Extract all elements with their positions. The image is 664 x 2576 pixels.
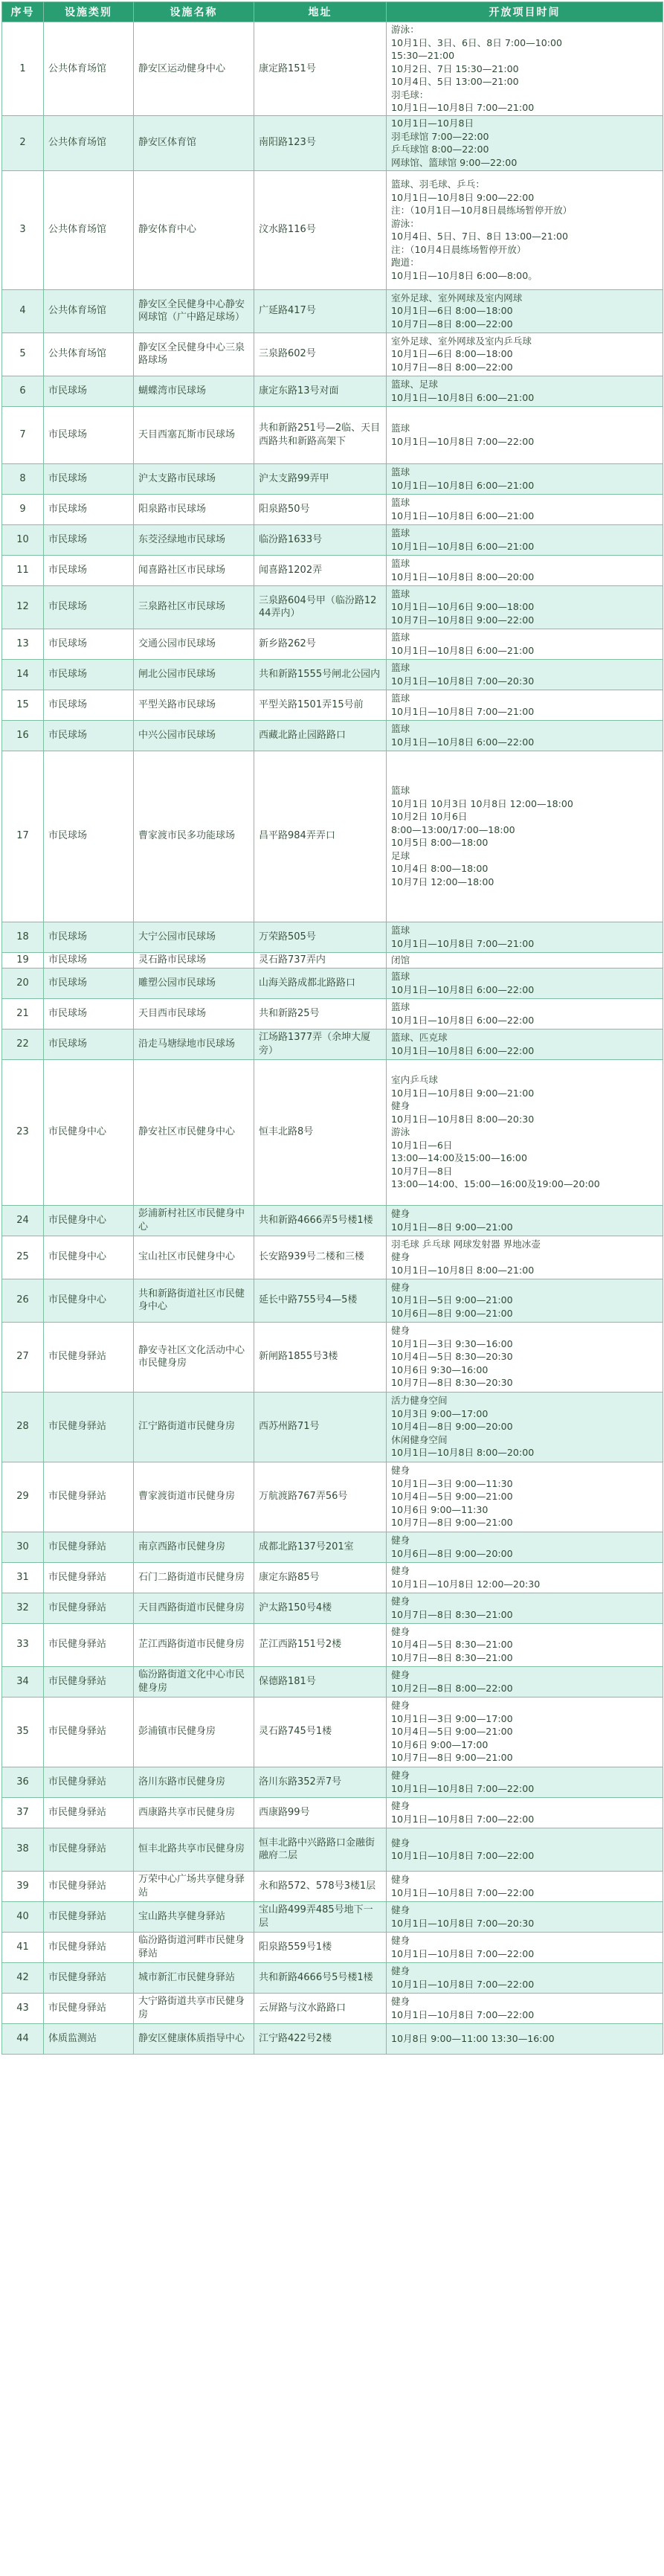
cell-no: 15 bbox=[2, 690, 44, 720]
cell-hours: 10月8日 9:00—11:00 13:30—16:00 bbox=[387, 2023, 663, 2054]
cell-no: 27 bbox=[2, 1322, 44, 1392]
cell-name: 彭浦镇市民健身房 bbox=[134, 1697, 254, 1767]
table-row bbox=[2, 115, 663, 170]
cell-name: 静安区体育馆 bbox=[134, 115, 254, 170]
cell-type: 市民球场 bbox=[44, 751, 134, 922]
cell-address: 宝山路499弄485号地下一层 bbox=[254, 1901, 387, 1932]
cell-address: 恒丰北路中兴路路口金融街融府二层 bbox=[254, 1828, 387, 1871]
cell-address: 共和新路25号 bbox=[254, 998, 387, 1029]
cell-no: 32 bbox=[2, 1593, 44, 1623]
table-row bbox=[2, 690, 663, 720]
cell-type: 市民健身驿站 bbox=[44, 1871, 134, 1901]
cell-no: 40 bbox=[2, 1901, 44, 1932]
table-row bbox=[2, 406, 663, 463]
cell-hours: 篮球、足球 10月1日—10月8日 6:00—21:00 bbox=[387, 376, 663, 406]
cell-hours: 篮球 10月1日—10月8日 7:00—21:00 bbox=[387, 922, 663, 952]
cell-address: 江场路1377弄（余坤大厦旁） bbox=[254, 1029, 387, 1059]
cell-type: 市民球场 bbox=[44, 922, 134, 952]
cell-no: 37 bbox=[2, 1797, 44, 1828]
cell-no: 17 bbox=[2, 751, 44, 922]
table-row bbox=[2, 1871, 663, 1901]
cell-hours: 羽毛球 乒乓球 网球发射器 界地冰壶 健身 10月1日—10月8日 8:00—21:00 bbox=[387, 1236, 663, 1279]
cell-type: 市民健身中心 bbox=[44, 1205, 134, 1236]
cell-no: 25 bbox=[2, 1236, 44, 1279]
cell-address: 南阳路123号 bbox=[254, 115, 387, 170]
table-row bbox=[2, 1029, 663, 1059]
cell-type: 市民健身驿站 bbox=[44, 1562, 134, 1593]
cell-hours: 活力健身空间 10月3日 9:00—17:00 10月4日—8日 9:00—20:00 休闲健身空间 10月1日—10月8日 8:00—20:00 bbox=[387, 1392, 663, 1462]
cell-hours: 篮球 10月1日—10月8日 6:00—21:00 bbox=[387, 629, 663, 659]
cell-address: 三泉路604号甲（临汾路1244弄内） bbox=[254, 585, 387, 629]
table-row bbox=[2, 1593, 663, 1623]
cell-type: 市民健身驿站 bbox=[44, 1962, 134, 1993]
cell-hours: 健身 10月1日—3日 9:30—16:00 10月4日—5日 8:30—20:30 10月6日 9:30—16:00 10月7日—8日 8:30—20:30 bbox=[387, 1322, 663, 1392]
cell-hours: 篮球 10月1日—10月8日 6:00—21:00 bbox=[387, 494, 663, 524]
cell-type: 公共体育场馆 bbox=[44, 289, 134, 333]
table-row bbox=[2, 585, 663, 629]
cell-no: 30 bbox=[2, 1532, 44, 1562]
table-row bbox=[2, 1932, 663, 1962]
cell-no: 9 bbox=[2, 494, 44, 524]
table-row bbox=[2, 463, 663, 494]
cell-no: 22 bbox=[2, 1029, 44, 1059]
cell-name: 静安区运动健身中心 bbox=[134, 22, 254, 116]
cell-address: 万荣路505号 bbox=[254, 922, 387, 952]
cell-name: 静安寺社区文化活动中心市民健身房 bbox=[134, 1322, 254, 1392]
cell-address: 新闸路1855号3楼 bbox=[254, 1322, 387, 1392]
cell-hours: 篮球、羽毛球、乒乓： 10月1日—10月8日 9:00—22:00 注：（10月1日—10月8日晨练场暂停开放） 游泳： 10月4日、5日、7日、8日 13:00—21:00 注：（10月4日晨练场暂停开放） 跑道： 10月1日—10月8日 6:00—8:00。 bbox=[387, 170, 663, 289]
cell-type: 市民健身驿站 bbox=[44, 1392, 134, 1462]
cell-type: 市民球场 bbox=[44, 555, 134, 585]
cell-hours: 健身 10月1日—10月8日 7:00—22:00 bbox=[387, 1828, 663, 1871]
cell-type: 市民球场 bbox=[44, 968, 134, 998]
cell-address: 共和新路251号—2临、天目西路共和新路高架下 bbox=[254, 406, 387, 463]
cell-type: 市民健身驿站 bbox=[44, 1697, 134, 1767]
cell-hours: 健身 10月7日—8日 8:30—21:00 bbox=[387, 1593, 663, 1623]
table-row bbox=[2, 1279, 663, 1322]
cell-name: 天目西路街道市民健身房 bbox=[134, 1593, 254, 1623]
cell-no: 7 bbox=[2, 406, 44, 463]
cell-no: 13 bbox=[2, 629, 44, 659]
table-row bbox=[2, 1322, 663, 1392]
cell-name: 沪太支路市民球场 bbox=[134, 463, 254, 494]
cell-hours: 篮球、匹克球 10月1日—10月8日 6:00—22:00 bbox=[387, 1029, 663, 1059]
cell-no: 21 bbox=[2, 998, 44, 1029]
cell-hours: 健身 10月1日—10月8日 7:00—22:00 bbox=[387, 1797, 663, 1828]
cell-address: 康定东路13号对面 bbox=[254, 376, 387, 406]
table-row bbox=[2, 968, 663, 998]
cell-type: 市民健身驿站 bbox=[44, 1666, 134, 1697]
table-row bbox=[2, 289, 663, 333]
table-row bbox=[2, 998, 663, 1029]
cell-hours: 室外足球、室外网球及室内乒乓球 10月1日—6日 8:00—18:00 10月7日—8日 8:00—22:00 bbox=[387, 333, 663, 376]
cell-hours: 室内乒乓球 10月1日—10月8日 9:00—21:00 健身 10月1日—10月8日 8:00—20:30 游泳 10月1日—6日 13:00—14:00及15:00—16:00 10月7日—8日 13:00—14:00、15:00—16:00及19:00—20:00 bbox=[387, 1059, 663, 1205]
cell-address: 平型关路1501弄15号前 bbox=[254, 690, 387, 720]
cell-type: 市民球场 bbox=[44, 720, 134, 751]
cell-name: 闸北公园市民球场 bbox=[134, 659, 254, 690]
cell-no: 11 bbox=[2, 555, 44, 585]
cell-name: 洛川东路市民健身房 bbox=[134, 1767, 254, 1797]
cell-name: 恒丰北路共享市民健身房 bbox=[134, 1828, 254, 1871]
cell-no: 44 bbox=[2, 2023, 44, 2054]
table-row bbox=[2, 1697, 663, 1767]
cell-address: 共和新路4666弄5号楼1楼 bbox=[254, 1205, 387, 1236]
cell-type: 公共体育场馆 bbox=[44, 115, 134, 170]
cell-hours: 篮球 10月1日—10月8日 7:00—20:30 bbox=[387, 659, 663, 690]
cell-name: 共和新路街道社区市民健身中心 bbox=[134, 1279, 254, 1322]
cell-address: 长安路939号二楼和三楼 bbox=[254, 1236, 387, 1279]
cell-hours: 健身 10月1日—8日 9:00—21:00 bbox=[387, 1205, 663, 1236]
cell-name: 灵石路市民球场 bbox=[134, 952, 254, 968]
cell-address: 灵石路737弄内 bbox=[254, 952, 387, 968]
cell-address: 三泉路602号 bbox=[254, 333, 387, 376]
cell-no: 43 bbox=[2, 1993, 44, 2023]
cell-no: 26 bbox=[2, 1279, 44, 1322]
table-row bbox=[2, 1666, 663, 1697]
header-no: 序号 bbox=[2, 2, 44, 22]
table-row bbox=[2, 1797, 663, 1828]
table-row bbox=[2, 720, 663, 751]
cell-type: 市民健身驿站 bbox=[44, 1532, 134, 1562]
table-row bbox=[2, 629, 663, 659]
cell-address: 永和路572、578号3楼1层 bbox=[254, 1871, 387, 1901]
cell-address: 成都北路137号201室 bbox=[254, 1532, 387, 1562]
table-row bbox=[2, 751, 663, 922]
cell-hours: 室外足球、室外网球及室内网球 10月1日—6日 8:00—18:00 10月7日—8日 8:00—22:00 bbox=[387, 289, 663, 333]
cell-hours: 健身 10月1日—10月8日 7:00—22:00 bbox=[387, 1932, 663, 1962]
cell-no: 19 bbox=[2, 952, 44, 968]
cell-no: 1 bbox=[2, 22, 44, 116]
cell-hours: 篮球 10月1日—10月8日 7:00—21:00 bbox=[387, 690, 663, 720]
cell-no: 8 bbox=[2, 463, 44, 494]
table-row bbox=[2, 1623, 663, 1666]
cell-no: 5 bbox=[2, 333, 44, 376]
table-row bbox=[2, 170, 663, 289]
cell-no: 23 bbox=[2, 1059, 44, 1205]
cell-address: 临汾路1633号 bbox=[254, 524, 387, 555]
cell-type: 公共体育场馆 bbox=[44, 22, 134, 116]
cell-name: 城市新汇市民健身驿站 bbox=[134, 1962, 254, 1993]
cell-name: 闻喜路社区市民球场 bbox=[134, 555, 254, 585]
cell-no: 42 bbox=[2, 1962, 44, 1993]
cell-type: 市民健身驿站 bbox=[44, 1828, 134, 1871]
cell-type: 市民健身驿站 bbox=[44, 1993, 134, 2023]
cell-type: 市民球场 bbox=[44, 1029, 134, 1059]
cell-type: 市民健身驿站 bbox=[44, 1901, 134, 1932]
cell-name: 南京西路市民健身房 bbox=[134, 1532, 254, 1562]
cell-address: 沪太路150号4楼 bbox=[254, 1593, 387, 1623]
cell-address: 西康路99号 bbox=[254, 1797, 387, 1828]
table-row bbox=[2, 2023, 663, 2054]
table-row bbox=[2, 1532, 663, 1562]
cell-address: 芷江西路151号2楼 bbox=[254, 1623, 387, 1666]
table-row bbox=[2, 1392, 663, 1462]
cell-name: 雕塑公园市民球场 bbox=[134, 968, 254, 998]
cell-hours: 篮球 10月1日—10月8日 7:00—22:00 bbox=[387, 406, 663, 463]
cell-type: 市民球场 bbox=[44, 585, 134, 629]
cell-no: 34 bbox=[2, 1666, 44, 1697]
cell-no: 33 bbox=[2, 1623, 44, 1666]
table-row bbox=[2, 524, 663, 555]
cell-no: 6 bbox=[2, 376, 44, 406]
header-address: 地址 bbox=[254, 2, 387, 22]
table-row bbox=[2, 1828, 663, 1871]
table-row bbox=[2, 1767, 663, 1797]
cell-type: 市民健身中心 bbox=[44, 1279, 134, 1322]
cell-name: 彭浦新村社区市民健身中心 bbox=[134, 1205, 254, 1236]
cell-address: 汶水路116号 bbox=[254, 170, 387, 289]
cell-name: 蝴蝶湾市民球场 bbox=[134, 376, 254, 406]
cell-type: 市民健身驿站 bbox=[44, 1462, 134, 1532]
table-row bbox=[2, 952, 663, 968]
cell-name: 静安区全民健身中心静安网球馆（广中路足球场） bbox=[134, 289, 254, 333]
cell-type: 市民健身驿站 bbox=[44, 1623, 134, 1666]
table-row bbox=[2, 659, 663, 690]
cell-type: 市民健身驿站 bbox=[44, 1932, 134, 1962]
cell-type: 公共体育场馆 bbox=[44, 170, 134, 289]
cell-no: 29 bbox=[2, 1462, 44, 1532]
table-row bbox=[2, 555, 663, 585]
cell-hours: 健身 10月1日—5日 9:00—21:00 10月6日—8日 9:00—21:00 bbox=[387, 1279, 663, 1322]
cell-address: 云屏路与汶水路路口 bbox=[254, 1993, 387, 2023]
cell-address: 阳泉路50号 bbox=[254, 494, 387, 524]
cell-type: 市民球场 bbox=[44, 952, 134, 968]
cell-name: 江宁路街道市民健身房 bbox=[134, 1392, 254, 1462]
table-row bbox=[2, 1205, 663, 1236]
table-row bbox=[2, 1962, 663, 1993]
cell-type: 市民健身中心 bbox=[44, 1236, 134, 1279]
cell-hours: 健身 10月1日—10月8日 7:00—22:00 bbox=[387, 1962, 663, 1993]
cell-address: 康定路151号 bbox=[254, 22, 387, 116]
cell-name: 大宁公园市民球场 bbox=[134, 922, 254, 952]
cell-name: 东茭泾绿地市民球场 bbox=[134, 524, 254, 555]
cell-no: 36 bbox=[2, 1767, 44, 1797]
cell-address: 沪太支路99弄甲 bbox=[254, 463, 387, 494]
cell-address: 昌平路984弄弄口 bbox=[254, 751, 387, 922]
cell-type: 市民球场 bbox=[44, 376, 134, 406]
cell-hours: 健身 10月2日—8日 8:00—22:00 bbox=[387, 1666, 663, 1697]
cell-name: 静安区健康体质指导中心 bbox=[134, 2023, 254, 2054]
cell-address: 新乡路262号 bbox=[254, 629, 387, 659]
table-row bbox=[2, 22, 663, 116]
header-type: 设施类别 bbox=[44, 2, 134, 22]
cell-address: 闻喜路1202弄 bbox=[254, 555, 387, 585]
cell-hours: 健身 10月1日—10月8日 7:00—20:30 bbox=[387, 1901, 663, 1932]
facility-schedule-table bbox=[1, 1, 663, 2055]
table-row bbox=[2, 1901, 663, 1932]
cell-name: 静安体育中心 bbox=[134, 170, 254, 289]
cell-type: 市民球场 bbox=[44, 524, 134, 555]
table-row bbox=[2, 1059, 663, 1205]
cell-name: 阳泉路市民球场 bbox=[134, 494, 254, 524]
cell-address: 江宁路422号2楼 bbox=[254, 2023, 387, 2054]
cell-name: 静安社区市民健身中心 bbox=[134, 1059, 254, 1205]
cell-name: 宝山路共享健身驿站 bbox=[134, 1901, 254, 1932]
cell-address: 康定东路85号 bbox=[254, 1562, 387, 1593]
cell-no: 12 bbox=[2, 585, 44, 629]
cell-no: 41 bbox=[2, 1932, 44, 1962]
cell-hours: 健身 10月1日—3日 9:00—11:30 10月4日—5日 9:00—21:00 10月6日 9:00—11:30 10月7日—8日 9:00—21:00 bbox=[387, 1462, 663, 1532]
cell-type: 市民健身驿站 bbox=[44, 1767, 134, 1797]
cell-no: 38 bbox=[2, 1828, 44, 1871]
cell-type: 市民球场 bbox=[44, 690, 134, 720]
cell-name: 大宁路街道共享市民健身房 bbox=[134, 1993, 254, 2023]
cell-hours: 篮球 10月1日 10月3日 10月8日 12:00—18:00 10月2日 10月6日 8:00—13:00/17:00—18:00 10月5日 8:00—18:00 足球 10月4日 8:00—18:00 10月7日 12:00—18:00 bbox=[387, 751, 663, 922]
cell-hours: 篮球 10月1日—10月8日 6:00—22:00 bbox=[387, 998, 663, 1029]
cell-no: 2 bbox=[2, 115, 44, 170]
header-hours: 开放项目时间 bbox=[387, 2, 663, 22]
cell-hours: 健身 10月1日—10月8日 7:00—22:00 bbox=[387, 1993, 663, 2023]
table-row bbox=[2, 922, 663, 952]
cell-hours: 健身 10月1日—10月8日 7:00—22:00 bbox=[387, 1871, 663, 1901]
cell-type: 市民健身中心 bbox=[44, 1059, 134, 1205]
cell-name: 万荣中心广场共享健身驿站 bbox=[134, 1871, 254, 1901]
cell-hours: 篮球 10月1日—10月8日 6:00—22:00 bbox=[387, 720, 663, 751]
cell-hours: 篮球 10月1日—10月8日 8:00—20:00 bbox=[387, 555, 663, 585]
cell-address: 广延路417号 bbox=[254, 289, 387, 333]
cell-no: 35 bbox=[2, 1697, 44, 1767]
cell-no: 3 bbox=[2, 170, 44, 289]
cell-address: 保德路181号 bbox=[254, 1666, 387, 1697]
cell-name: 宝山社区市民健身中心 bbox=[134, 1236, 254, 1279]
cell-address: 阳泉路559号1楼 bbox=[254, 1932, 387, 1962]
cell-no: 10 bbox=[2, 524, 44, 555]
cell-type: 公共体育场馆 bbox=[44, 333, 134, 376]
cell-no: 20 bbox=[2, 968, 44, 998]
cell-no: 16 bbox=[2, 720, 44, 751]
cell-hours: 篮球 10月1日—10月8日 6:00—21:00 bbox=[387, 463, 663, 494]
cell-address: 山海关路成都北路路口 bbox=[254, 968, 387, 998]
cell-name: 静安区全民健身中心三泉路球场 bbox=[134, 333, 254, 376]
cell-name: 中兴公园市民球场 bbox=[134, 720, 254, 751]
cell-type: 体质监测站 bbox=[44, 2023, 134, 2054]
cell-name: 平型关路市民球场 bbox=[134, 690, 254, 720]
cell-type: 市民球场 bbox=[44, 494, 134, 524]
cell-hours: 健身 10月1日—10月8日 12:00—20:30 bbox=[387, 1562, 663, 1593]
cell-type: 市民球场 bbox=[44, 659, 134, 690]
cell-hours: 10月1日—10月8日 羽毛球馆 7:00—22:00 乒乓球馆 8:00—22:00 网球馆、篮球馆 9:00—22:00 bbox=[387, 115, 663, 170]
cell-hours: 游泳： 10月1日、3日、6日、8日 7:00—10:00 15:30—21:00 10月2日、7日 15:30—21:00 10月4日、5日 13:00—21:00 羽毛球： 10月1日—10月8日 7:00—21:00 bbox=[387, 22, 663, 116]
table-row bbox=[2, 1993, 663, 2023]
cell-address: 灵石路745号1楼 bbox=[254, 1697, 387, 1767]
table-row bbox=[2, 1562, 663, 1593]
cell-name: 曹家渡市民多功能球场 bbox=[134, 751, 254, 922]
cell-type: 市民球场 bbox=[44, 629, 134, 659]
cell-address: 西苏州路71号 bbox=[254, 1392, 387, 1462]
cell-address: 万航渡路767弄56号 bbox=[254, 1462, 387, 1532]
cell-name: 芷江西路街道市民健身房 bbox=[134, 1623, 254, 1666]
cell-type: 市民球场 bbox=[44, 998, 134, 1029]
cell-address: 洛川东路352弄7号 bbox=[254, 1767, 387, 1797]
cell-hours: 闭馆 bbox=[387, 952, 663, 968]
cell-name: 交通公园市民球场 bbox=[134, 629, 254, 659]
cell-no: 4 bbox=[2, 289, 44, 333]
table-row bbox=[2, 376, 663, 406]
table-header-row bbox=[2, 2, 663, 22]
cell-no: 39 bbox=[2, 1871, 44, 1901]
cell-address: 共和新路1555号闸北公园内 bbox=[254, 659, 387, 690]
cell-no: 31 bbox=[2, 1562, 44, 1593]
cell-no: 18 bbox=[2, 922, 44, 952]
cell-type: 市民健身驿站 bbox=[44, 1797, 134, 1828]
cell-name: 沿走马塘绿地市民球场 bbox=[134, 1029, 254, 1059]
cell-name: 临汾路街道河畔市民健身驿站 bbox=[134, 1932, 254, 1962]
cell-address: 恒丰北路8号 bbox=[254, 1059, 387, 1205]
cell-hours: 健身 10月6日—8日 9:00—20:00 bbox=[387, 1532, 663, 1562]
cell-no: 24 bbox=[2, 1205, 44, 1236]
cell-name: 天目西市民球场 bbox=[134, 998, 254, 1029]
cell-name: 三泉路社区市民球场 bbox=[134, 585, 254, 629]
cell-name: 曹家渡街道市民健身房 bbox=[134, 1462, 254, 1532]
cell-address: 西藏北路止园路路口 bbox=[254, 720, 387, 751]
cell-name: 西康路共享市民健身房 bbox=[134, 1797, 254, 1828]
cell-type: 市民球场 bbox=[44, 463, 134, 494]
cell-type: 市民健身驿站 bbox=[44, 1322, 134, 1392]
cell-hours: 健身 10月1日—10月8日 7:00—22:00 bbox=[387, 1767, 663, 1797]
cell-hours: 篮球 10月1日—10月6日 9:00—18:00 10月7日—10月8日 9:00—22:00 bbox=[387, 585, 663, 629]
table-row bbox=[2, 1462, 663, 1532]
cell-type: 市民健身驿站 bbox=[44, 1593, 134, 1623]
cell-address: 共和新路4666号5号楼1楼 bbox=[254, 1962, 387, 1993]
cell-name: 石门二路街道市民健身房 bbox=[134, 1562, 254, 1593]
header-name: 设施名称 bbox=[134, 2, 254, 22]
cell-name: 临汾路街道文化中心市民健身房 bbox=[134, 1666, 254, 1697]
cell-name: 天目西塞瓦斯市民球场 bbox=[134, 406, 254, 463]
cell-no: 14 bbox=[2, 659, 44, 690]
table-row bbox=[2, 333, 663, 376]
cell-hours: 篮球 10月1日—10月8日 6:00—22:00 bbox=[387, 968, 663, 998]
cell-hours: 健身 10月1日—3日 9:00—17:00 10月4日—5日 9:00—21:00 10月6日 9:00—17:00 10月7日—8日 9:00—21:00 bbox=[387, 1697, 663, 1767]
cell-hours: 篮球 10月1日—10月8日 6:00—21:00 bbox=[387, 524, 663, 555]
cell-type: 市民球场 bbox=[44, 406, 134, 463]
table-body bbox=[2, 22, 663, 2055]
cell-address: 延长中路755号4—5楼 bbox=[254, 1279, 387, 1322]
cell-hours: 健身 10月4日—5日 8:30—21:00 10月7日—8日 8:30—21:00 bbox=[387, 1623, 663, 1666]
table-row bbox=[2, 1236, 663, 1279]
table-row bbox=[2, 494, 663, 524]
cell-no: 28 bbox=[2, 1392, 44, 1462]
